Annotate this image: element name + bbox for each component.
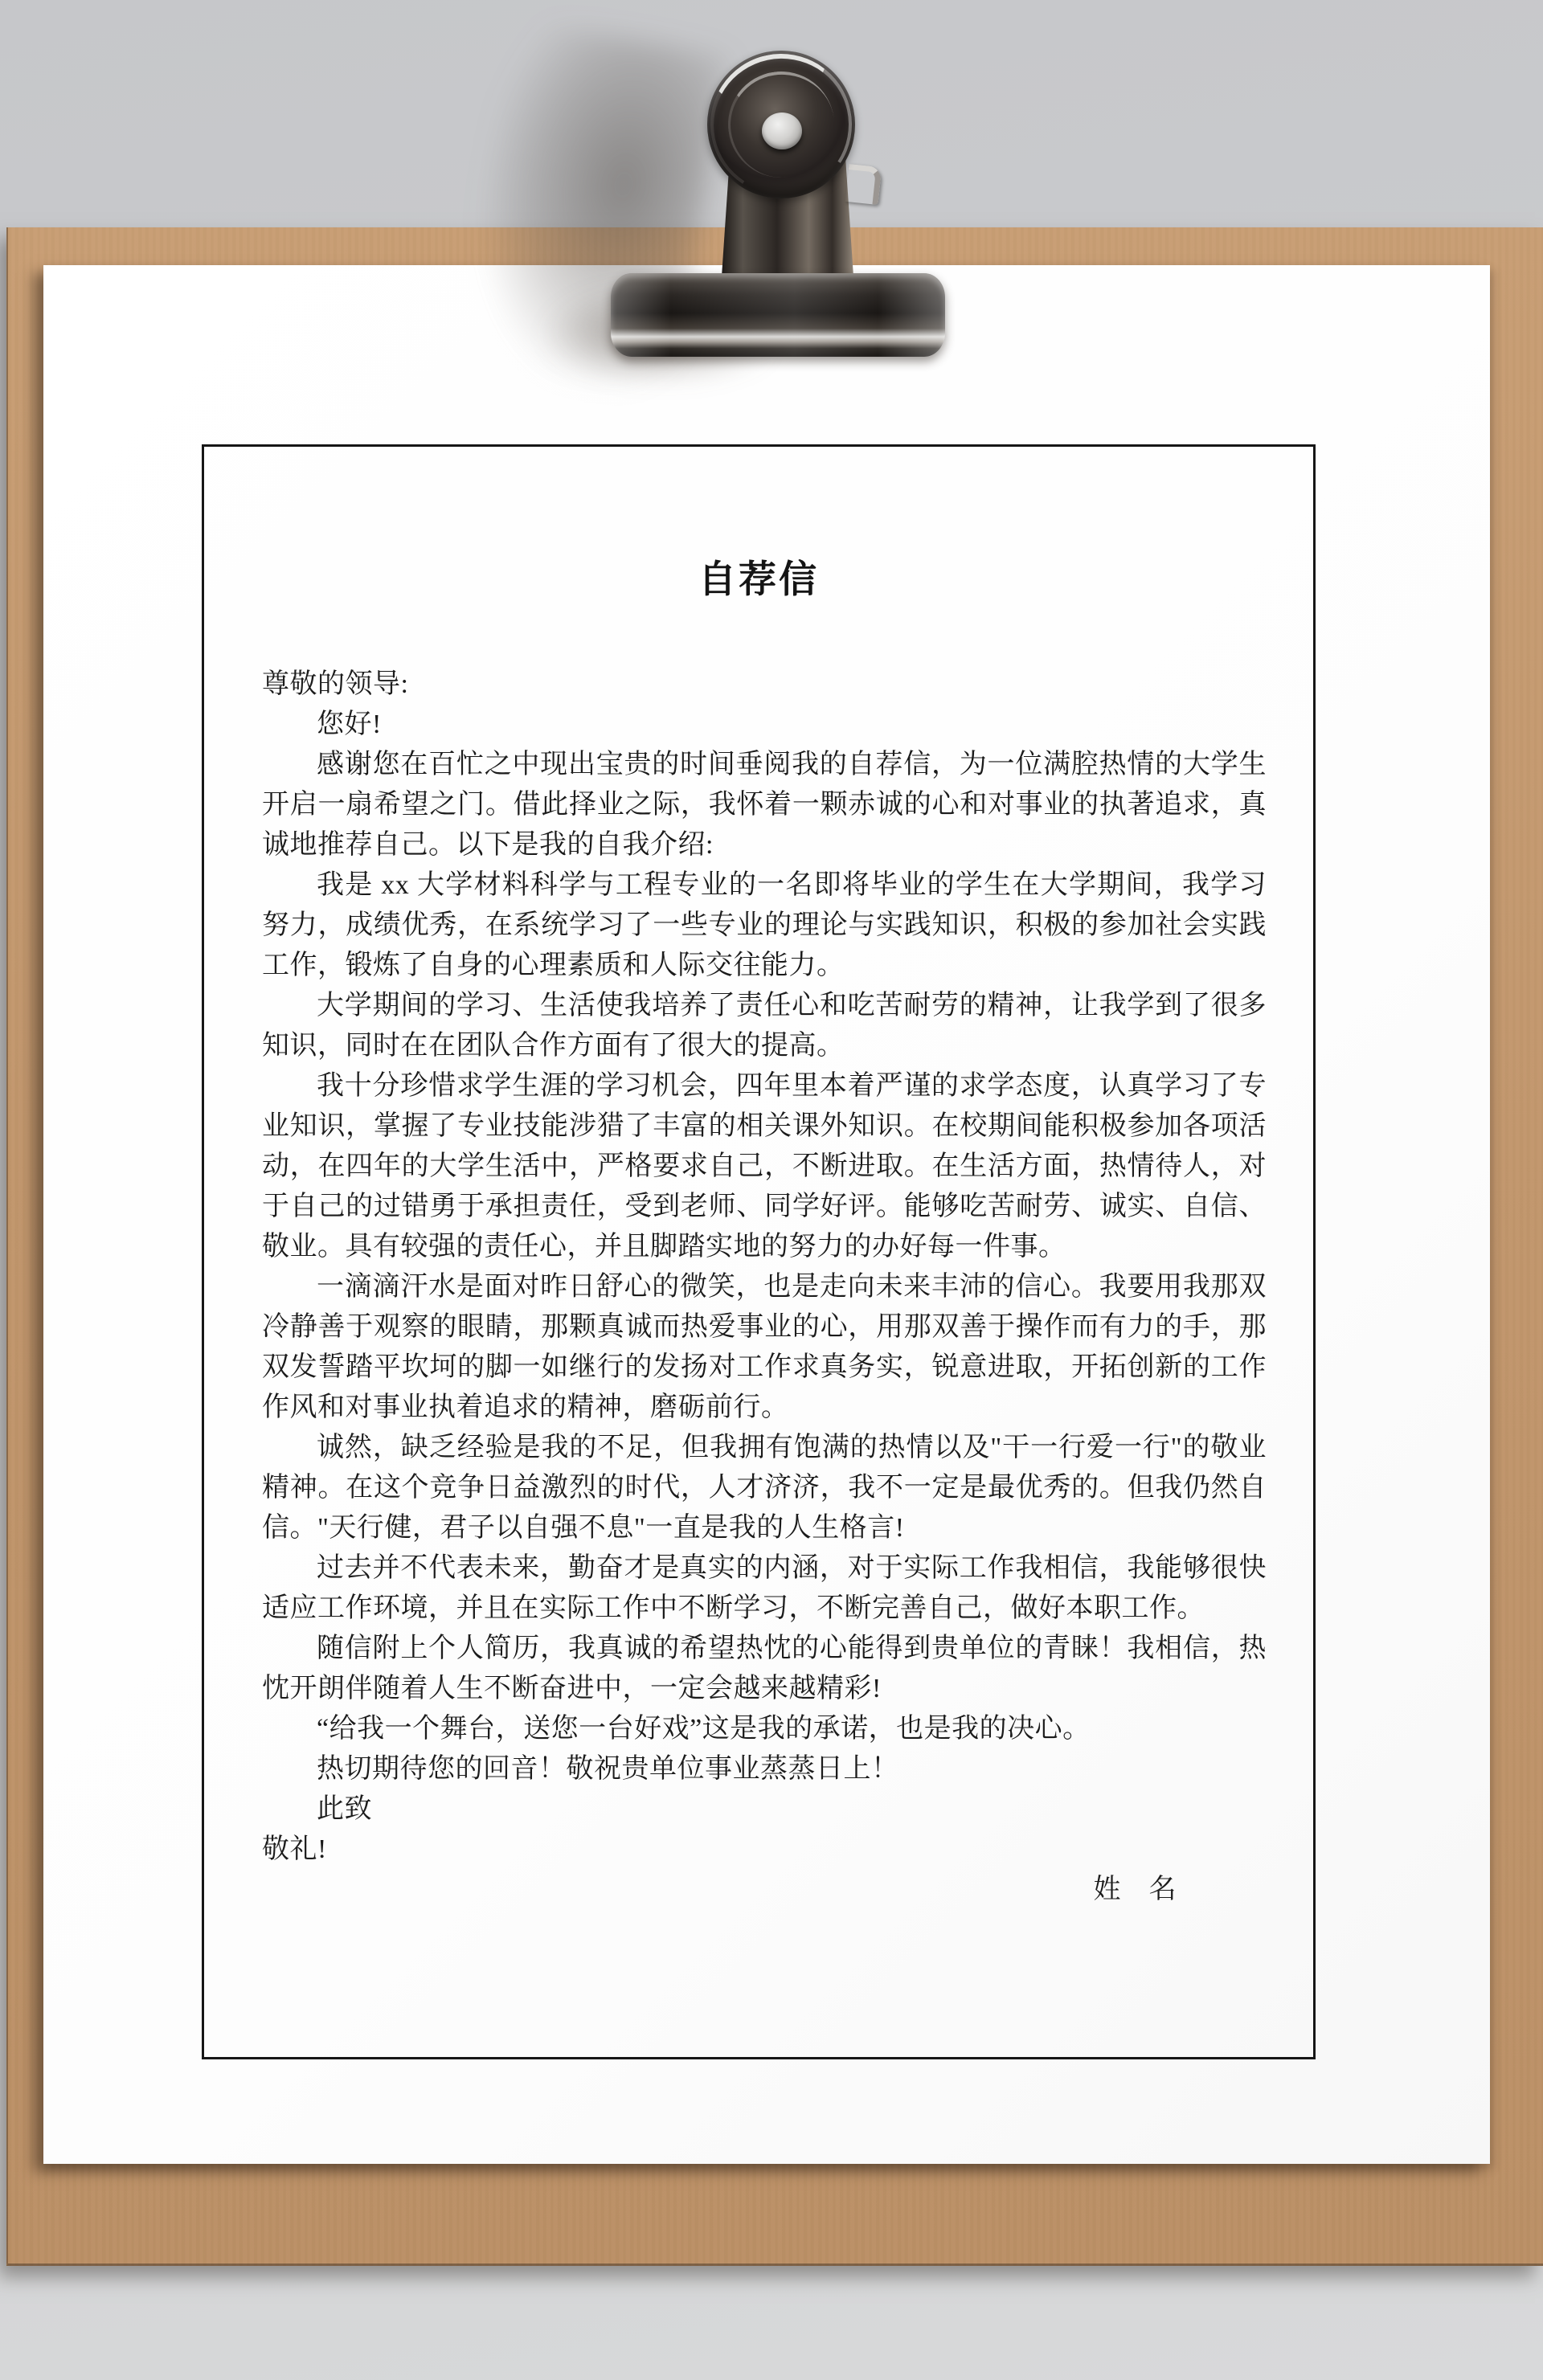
- letter-title: 自荐信: [698, 559, 819, 601]
- letter-paragraph: 此致: [317, 1794, 372, 1824]
- letter-paragraph: 一滴滴汗水是面对昨日舒心的微笑，也是走向未来丰沛的信心。我要用我那双冷静善于观察的眼睛，那颗真诚而热爱事业的心，用那双善于操作而有力的手，那双发誓踏平坎坷的脚一如继行的发扬对工作求真务实，锐意进取，开拓创新的工作作风和对事业执着追求的精神，磨砺前行。: [262, 1272, 1267, 1422]
- binder-clip: [609, 39, 947, 360]
- letter-paragraph: 过去并不代表未来，勤奋才是真实的内涵，对于实际工作我相信，我能够很快适应工作环境，并且在实际工作中不断学习，不断完善自己，做好本职工作。: [262, 1553, 1267, 1623]
- letter-paragraph: 热切期待您的回音！敬祝贵单位事业蒸蒸日上！: [317, 1754, 899, 1784]
- signature-name: 姓 名: [1093, 1875, 1177, 1904]
- binder-clip-hole: [762, 112, 802, 149]
- letter-paragraph: 我是 xx 大学材料科学与工程专业的一名即将毕业的学生在大学期间，我学习努力，成绩优秀，在系统学习了一些专业的理论与实践知识，积极的参加社会实践工作，锻炼了自身的心理素质和人际交往能力。: [262, 870, 1267, 980]
- letter-border-frame: [202, 444, 1316, 2059]
- letter-paragraph: 您好!: [317, 710, 382, 739]
- letter-paragraph: 诚然，缺乏经验是我的不足，但我拥有饱满的热情以及"干一行爱一行"的敬业精神。在这个竞争日益激烈的时代，人才济济，我不一定是最优秀的。但我仍然自信。"天行健，君子以自强不息"一直是我的人生格言!: [262, 1433, 1267, 1543]
- letter-paragraph: 感谢您在百忙之中现出宝贵的时间垂阅我的自荐信，为一位满腔热情的大学生开启一扇希望之门。借此择业之际，我怀着一颗赤诚的心和对事业的执著追求，真诚地推荐自己。以下是我的自我介绍:: [262, 750, 1267, 860]
- letter-paragraph: 大学期间的学习、生活使我培养了责任心和吃苦耐劳的精神，让我学到了很多知识，同时在在团队合作方面有了很大的提高。: [262, 991, 1267, 1061]
- letter-paper: [43, 265, 1490, 2164]
- letter-closing: 敬礼!: [262, 1834, 327, 1864]
- letter-paragraph: 我十分珍惜求学生涯的学习机会，四年里本着严谨的求学态度，认真学习了专业知识，掌握了专业技能涉猎了丰富的相关课外知识。在校期间能积极参加各项活动，在四年的大学生活中，严格要求自己，不断进取。在生活方面，热情待人，对于自己的过错勇于承担责任，受到老师、同学好评。能够吃苦耐劳、诚实、自信、敬业。具有较强的责任心，并且脚踏实地的努力的办好每一件事。: [262, 1071, 1267, 1262]
- binder-clip-base: [611, 273, 945, 357]
- letter-salutation: 尊敬的领导:: [262, 669, 409, 699]
- letter-paragraph: “给我一个舞台，送您一台好戏”这是我的承诺，也是我的决心。: [317, 1714, 1091, 1744]
- clipboard-board: [6, 227, 1543, 2266]
- letter-paragraphs: [262, 705, 1267, 1830]
- letter-paragraph: 随信附上个人简历，我真诚的希望热忱的心能得到贵单位的青睐！我相信，热忱开朗伴随着人生不断奋进中，一定会越来越精彩!: [262, 1634, 1267, 1703]
- letter-body: [262, 665, 1267, 1910]
- binder-clip-lever-icon: [845, 164, 882, 205]
